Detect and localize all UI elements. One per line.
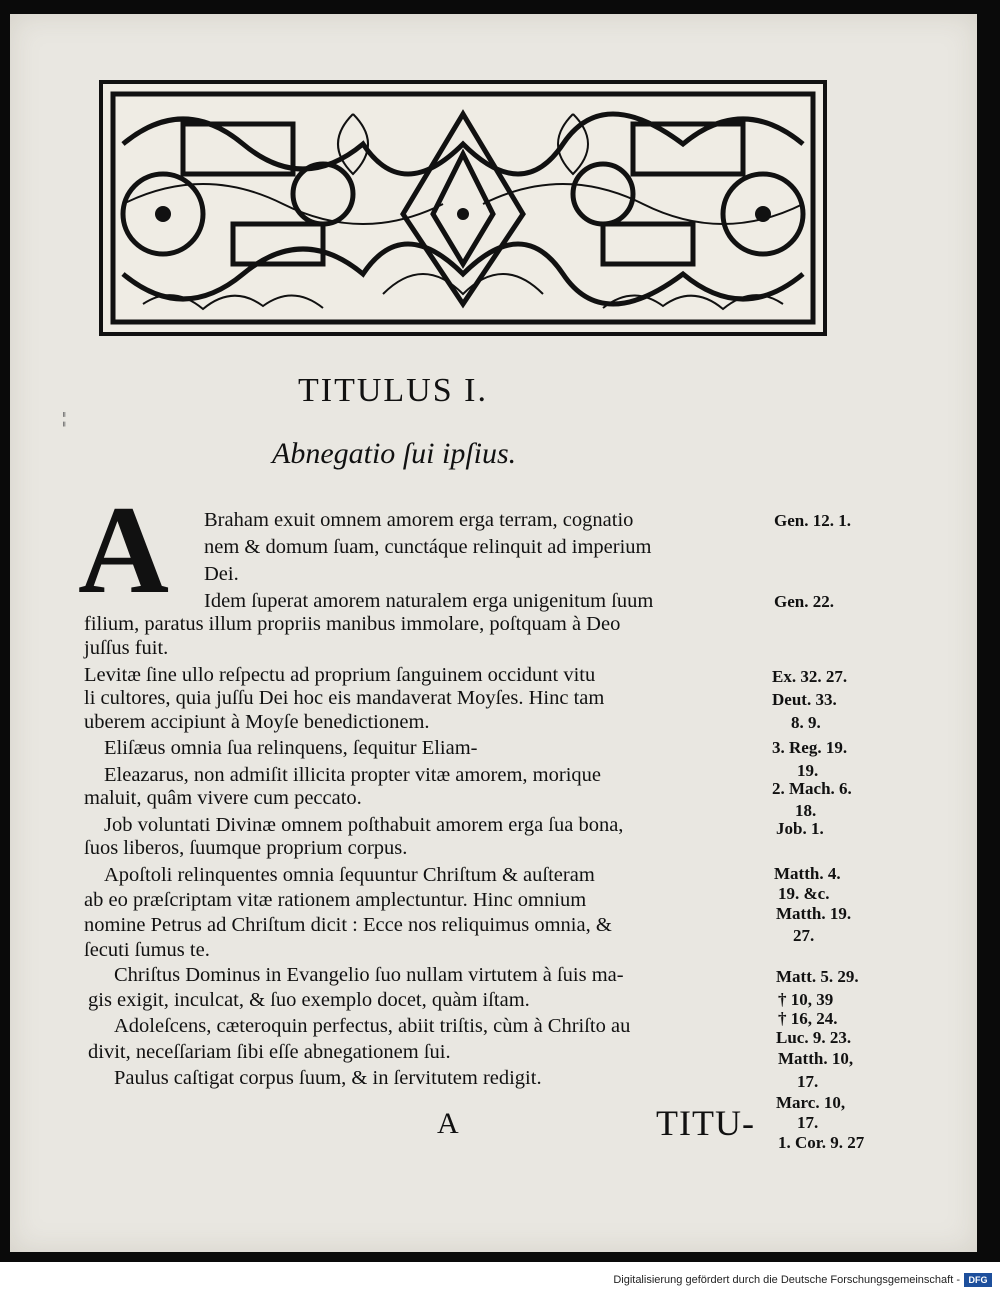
margin-reference: 18. xyxy=(795,801,817,820)
margin-reference: 19. &c. xyxy=(778,884,830,903)
body-line: gis exigit, inculcat, & ſuo exemplo docet, quàm iſtam. xyxy=(88,989,530,1011)
margin-reference: Gen. 12. 1. xyxy=(774,511,851,530)
margin-reference: 1. Cor. 9. 27 xyxy=(778,1133,865,1152)
margin-reference: † 16, 24. xyxy=(778,1009,838,1028)
margin-reference: Job. 1. xyxy=(776,819,824,838)
margin-reference: Gen. 22. xyxy=(774,592,834,611)
margin-reference: 3. Reg. 19. xyxy=(772,738,848,757)
body-line: Job voluntati Divinæ omnem poſthabuit amorem erga ſua bona, xyxy=(104,814,624,836)
margin-reference: 17. xyxy=(797,1072,819,1091)
margin-reference: Matth. 4. xyxy=(774,864,841,883)
body-line: filium, paratus illum propriis manibus immolare, poſtquam à Deo xyxy=(84,613,621,635)
margin-reference: 27. xyxy=(793,926,815,945)
margin-reference: Deut. 33. xyxy=(772,690,837,709)
body-line: uberem accipiunt à Moyſe benedictionem. xyxy=(84,711,430,733)
body-line: ab eo præſcriptam vitæ rationem amplectuntur. Hinc omnium xyxy=(84,889,587,911)
body-line: Eleazarus, non admiſit illicita propter vitæ amorem, morique xyxy=(104,764,601,786)
body-line: nomine Petrus ad Chriſtum dicit : Ecce nos reliquimus omnia, & xyxy=(84,914,612,936)
body-line: maluit, quâm vivere cum peccato. xyxy=(84,787,362,809)
body-line: Braham exuit omnem amorem erga terram, cognatio xyxy=(204,509,634,531)
body-line: Levitæ ſine ullo reſpectu ad proprium ſanguinem occidunt vitu xyxy=(84,664,596,686)
body-line: divit, neceſſariam ſibi eſſe abnegationem ſui. xyxy=(88,1041,451,1063)
drop-cap: A xyxy=(78,481,169,620)
margin-reference: Matt. 5. 29. xyxy=(776,967,859,986)
dfg-logo: DFG xyxy=(964,1273,992,1287)
woodcut-headpiece xyxy=(99,80,827,336)
body-line: Eliſæus omnia ſua relinquens, ſequitur Eliam- xyxy=(104,737,478,759)
margin-reference: 8. 9. xyxy=(791,713,821,732)
body-line: ſuos liberos, ſuumque proprium corpus. xyxy=(84,837,408,859)
margin-ink-mark: ¦¦ xyxy=(62,410,65,427)
ornament-pattern xyxy=(103,84,823,332)
body-line: Adoleſcens, cæteroquin perfectus, abiit triſtis, cùm à Chriſto au xyxy=(114,1015,631,1037)
margin-reference: 2. Mach. 6. xyxy=(772,779,852,798)
body-line: Paulus caſtigat corpus ſuum, & in ſervitutem redigit. xyxy=(114,1067,542,1089)
catchword: TITU- xyxy=(656,1103,755,1143)
body-line: Idem ſuperat amorem naturalem erga unigenitum ſuum xyxy=(204,590,654,612)
page-title: TITULUS I. xyxy=(298,372,488,409)
margin-reference: Matth. 10, xyxy=(778,1049,854,1068)
body-line: li cultores, quia juſſu Dei hoc eis mandaverat Moyſes. Hinc tam xyxy=(84,687,605,709)
body-line: juſſus fuit. xyxy=(84,637,169,659)
digitization-credit: Digitalisierung gefördert durch die Deutsche Forschungsgemeinschaft - xyxy=(613,1274,960,1286)
margin-reference: Matth. 19. xyxy=(776,904,852,923)
margin-reference: Ex. 32. 27. xyxy=(772,667,848,686)
margin-reference: 19. xyxy=(797,761,819,780)
margin-reference: 17. xyxy=(797,1113,819,1132)
body-line: Apoſtoli relinquentes omnia ſequuntur Chriſtum & auſteram xyxy=(104,864,595,886)
body-line: Dei. xyxy=(204,563,239,585)
page-subtitle: Abnegatio ſui ipſius. xyxy=(272,437,517,470)
signature-mark: A xyxy=(437,1107,459,1140)
body-line: ſecuti ſumus te. xyxy=(84,939,210,961)
body-line: Chriſtus Dominus in Evangelio ſuo nullam virtutem à ſuis ma- xyxy=(114,964,624,986)
margin-reference: † 10, 39 xyxy=(778,990,834,1009)
margin-reference: Luc. 9. 23. xyxy=(776,1028,852,1047)
margin-reference: Marc. 10, xyxy=(776,1093,846,1112)
body-line: nem & domum ſuam, cunctáque relinquit ad imperium xyxy=(204,536,652,558)
